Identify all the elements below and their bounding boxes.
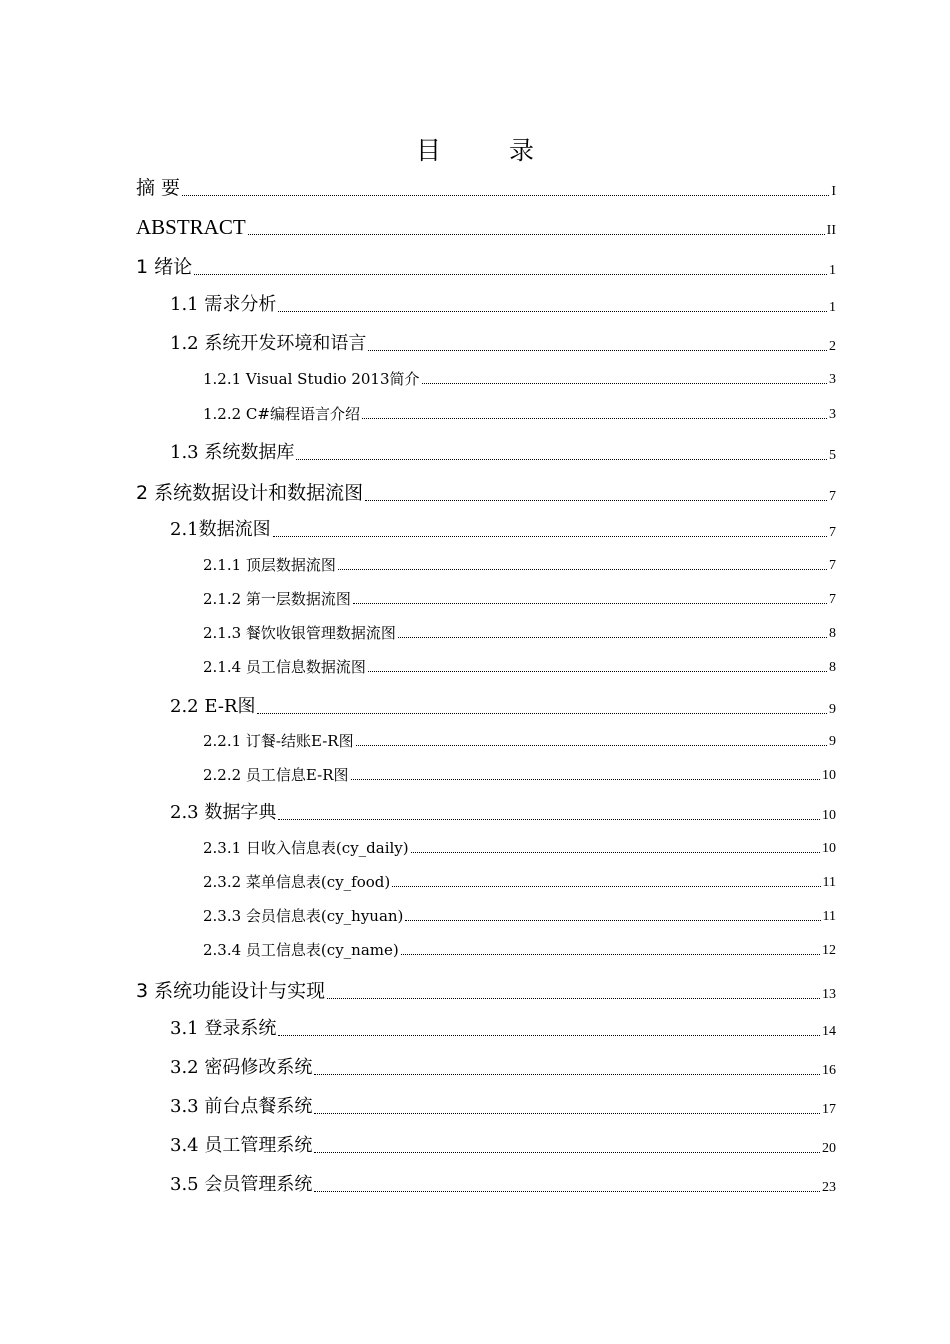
toc-entry-label: 2.1.3 餐饮收银管理数据流图 xyxy=(203,624,396,642)
dot-leader xyxy=(278,818,820,820)
toc-entry-page-number: 1 xyxy=(829,263,836,278)
toc-entry[interactable] xyxy=(203,589,836,609)
toc-entry-page-number: 5 xyxy=(829,448,836,463)
toc-entry-page-number: 23 xyxy=(822,1180,836,1195)
toc-entry[interactable] xyxy=(170,1173,836,1197)
dot-leader xyxy=(338,568,827,570)
dot-leader xyxy=(351,778,820,780)
dot-leader xyxy=(405,919,820,921)
toc-entry-page-number: 10 xyxy=(822,808,836,823)
dot-leader xyxy=(422,382,827,384)
dot-leader xyxy=(314,1190,820,1192)
toc-entry[interactable] xyxy=(136,214,836,240)
dot-leader xyxy=(194,273,827,275)
dot-leader xyxy=(362,417,827,419)
toc-entry[interactable] xyxy=(203,369,836,389)
toc-entry-page-number: 8 xyxy=(829,626,836,641)
toc-entry-page-number: 7 xyxy=(829,489,836,504)
dot-leader xyxy=(411,851,820,853)
toc-entry[interactable] xyxy=(203,404,836,424)
toc-entry-page-number: 9 xyxy=(829,702,836,717)
toc-entry[interactable] xyxy=(203,906,836,926)
toc-entry[interactable] xyxy=(170,695,836,719)
toc-entry[interactable] xyxy=(203,940,836,960)
toc-entry-page-number: 11 xyxy=(822,909,836,924)
toc-entry[interactable] xyxy=(203,657,836,677)
dot-leader xyxy=(356,744,827,746)
dot-leader xyxy=(273,535,827,537)
toc-entry-label: 1.2.2 C#编程语言介绍 xyxy=(203,405,360,423)
toc-entry-page-number: 10 xyxy=(822,841,836,856)
toc-entry-label: 2.2 E-R图 xyxy=(170,696,256,717)
toc-entry-page-number: I xyxy=(831,184,836,199)
toc-entry[interactable] xyxy=(170,1095,836,1119)
dot-leader xyxy=(182,194,829,196)
toc-entry[interactable] xyxy=(203,623,836,643)
toc-entry-page-number: 9 xyxy=(829,734,836,749)
dot-leader xyxy=(314,1112,820,1114)
toc-entry-label: 2 系统数据设计和数据流图 xyxy=(136,482,364,504)
toc-entry-label: 1 绪论 xyxy=(136,256,193,278)
toc-entry-page-number: II xyxy=(826,223,836,238)
toc-entry-label: 2.1.4 员工信息数据流图 xyxy=(203,658,366,676)
toc-entry[interactable] xyxy=(203,731,836,751)
toc-title: 目 录 xyxy=(416,136,564,165)
toc-entry-label: 2.2.1 订餐-结账E-R图 xyxy=(203,732,354,750)
toc-entry[interactable] xyxy=(136,175,836,201)
dot-leader xyxy=(314,1151,820,1153)
toc-entry-page-number: 3 xyxy=(829,407,836,422)
toc-entry-page-number: 7 xyxy=(829,525,836,540)
dot-leader xyxy=(368,670,827,672)
toc-entry[interactable] xyxy=(203,765,836,785)
toc-entry-label: ABSTRACT xyxy=(136,215,246,239)
toc-entry[interactable] xyxy=(170,441,836,465)
toc-entry-label: 3.5 会员管理系统 xyxy=(170,1174,313,1195)
toc-entry-label: 2.3.4 员工信息表(cy_name) xyxy=(203,941,399,959)
toc-entry-page-number: 17 xyxy=(822,1102,836,1117)
toc-entry-page-number: 2 xyxy=(829,339,836,354)
toc-entry[interactable] xyxy=(170,1017,836,1041)
toc-entry-page-number: 12 xyxy=(822,943,836,958)
toc-entry-page-number: 3 xyxy=(829,372,836,387)
toc-entry[interactable] xyxy=(170,332,836,356)
toc-entry-label: 2.1.1 顶层数据流图 xyxy=(203,556,336,574)
toc-entry-label: 2.1数据流图 xyxy=(170,519,271,540)
dot-leader xyxy=(257,712,827,714)
toc-entry[interactable] xyxy=(136,978,836,1004)
dot-leader xyxy=(353,602,827,604)
dot-leader xyxy=(314,1073,820,1075)
dot-leader xyxy=(278,1034,820,1036)
toc-entry-page-number: 10 xyxy=(822,768,836,783)
toc-entry-page-number: 13 xyxy=(822,987,836,1002)
toc-entry-page-number: 16 xyxy=(822,1063,836,1078)
toc-entry-page-number: 11 xyxy=(822,875,836,890)
toc-entry[interactable] xyxy=(170,1134,836,1158)
dot-leader xyxy=(398,636,827,638)
toc-entry[interactable] xyxy=(203,555,836,575)
toc-entry[interactable] xyxy=(203,838,836,858)
toc-entry-label: 3.4 员工管理系统 xyxy=(170,1135,313,1156)
toc-entry-page-number: 1 xyxy=(829,300,836,315)
toc-entry[interactable] xyxy=(170,518,836,542)
toc-entry[interactable] xyxy=(136,254,836,280)
toc-entry-page-number: 8 xyxy=(829,660,836,675)
toc-entry-page-number: 14 xyxy=(822,1024,836,1039)
toc-entry-label: 1.3 系统数据库 xyxy=(170,442,295,463)
dot-leader xyxy=(248,233,825,235)
toc-entry[interactable] xyxy=(170,293,836,317)
toc-entry-label: 3.2 密码修改系统 xyxy=(170,1057,313,1078)
toc-entry-label: 摘 要 xyxy=(136,177,181,199)
toc-entry[interactable] xyxy=(136,480,836,506)
toc-entry-page-number: 7 xyxy=(829,558,836,573)
dot-leader xyxy=(368,349,827,351)
toc-entry-label: 2.3.1 日收入信息表(cy_daily) xyxy=(203,839,409,857)
toc-entry-label: 1.1 需求分析 xyxy=(170,294,277,315)
toc-entry-label: 2.1.2 第一层数据流图 xyxy=(203,590,351,608)
toc-entry-label: 1.2 系统开发环境和语言 xyxy=(170,333,367,354)
toc-entry-label: 1.2.1 Visual Studio 2013简介 xyxy=(203,370,420,388)
toc-entry[interactable] xyxy=(203,872,836,892)
toc-entry-label: 2.2.2 员工信息E-R图 xyxy=(203,766,349,784)
toc-entry-label: 2.3 数据字典 xyxy=(170,802,277,823)
dot-leader xyxy=(296,458,827,460)
toc-entry-label: 3.3 前台点餐系统 xyxy=(170,1096,313,1117)
dot-leader xyxy=(392,885,820,887)
toc-entry-label: 3.1 登录系统 xyxy=(170,1018,277,1039)
toc-entry-label: 3 系统功能设计与实现 xyxy=(136,980,326,1002)
dot-leader xyxy=(327,997,820,999)
toc-entry-label: 2.3.3 会员信息表(cy_hyuan) xyxy=(203,907,404,925)
dot-leader xyxy=(365,499,827,501)
toc-entry-page-number: 7 xyxy=(829,592,836,607)
dot-leader xyxy=(278,310,827,312)
toc-entry-label: 2.3.2 菜单信息表(cy_food) xyxy=(203,873,391,891)
toc-entry[interactable] xyxy=(170,801,836,825)
dot-leader xyxy=(401,953,820,955)
toc-entry-page-number: 20 xyxy=(822,1141,836,1156)
toc-entry[interactable] xyxy=(170,1056,836,1080)
